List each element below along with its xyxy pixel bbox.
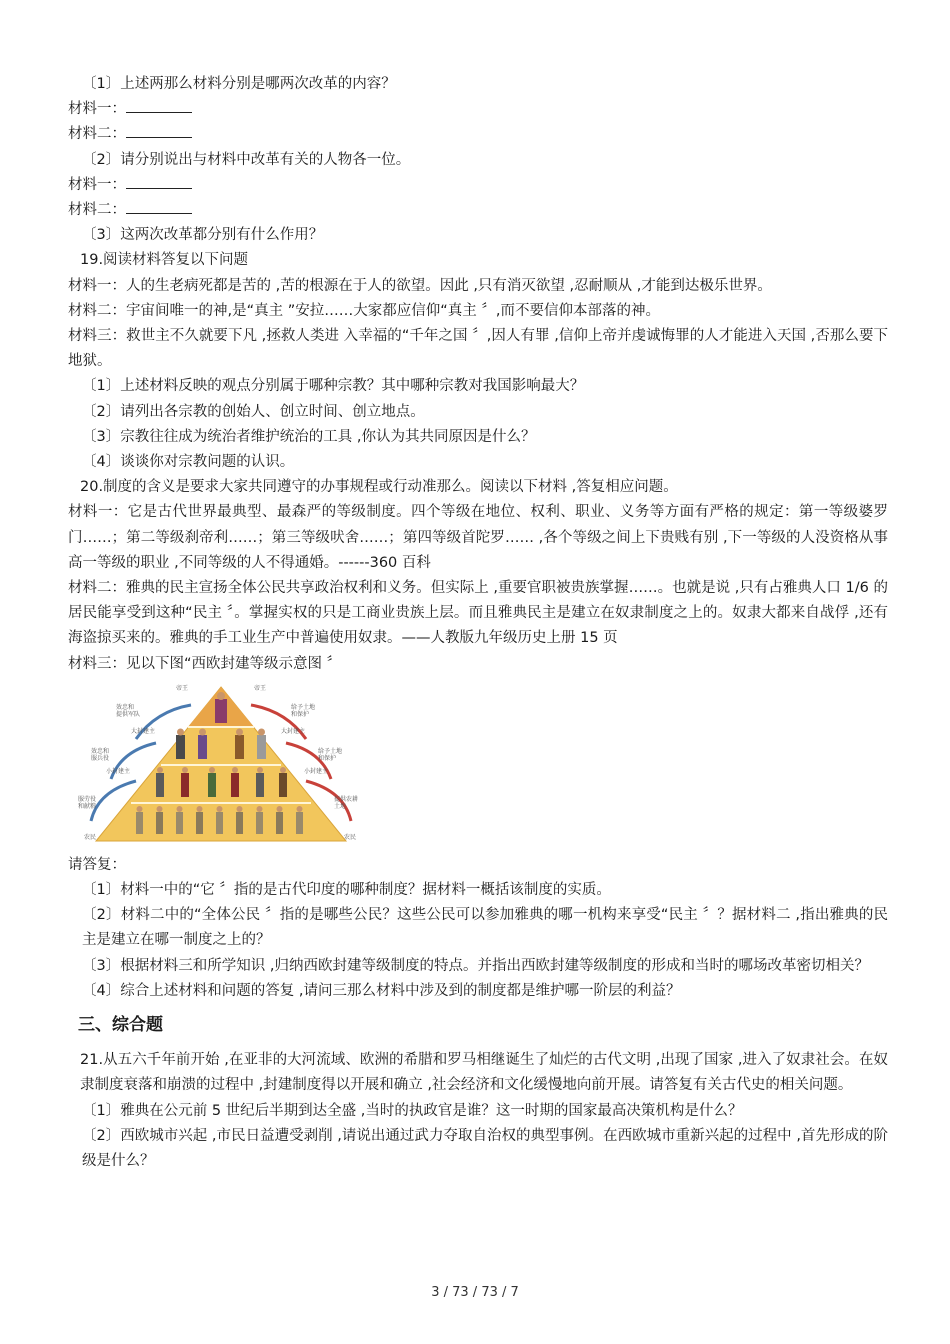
q20-question-1: 〔1〕材料一中的“它 〞指的是古代印度的哪种制度？据材料一概括该制度的实质。 [82, 882, 611, 899]
label-king-right: 帝王 [254, 684, 267, 692]
q21-intro: 21.从五六千年前开始 ,在亚非的大河流域、欧洲的希腊和罗马相继诞生了灿烂的古代文明 ,出现了国家 ,进入了奴隶社会。在奴隶制度衰落和崩溃的过程中 ,封建制度得以开展和确立 ,社会经济和文化缓慢地向前开展。请答复有关古代史的相关问题。 [80, 1052, 888, 1094]
feudal-pyramid-svg [76, 681, 366, 847]
answer-blank[interactable] [126, 98, 192, 113]
material-label: 材料二： [68, 202, 126, 219]
q20-title: 20.制度的含义是要求大家共同遵守的办事规程或行动准那么。阅读以下材料 ,答复相应问题。 [80, 479, 678, 496]
q19-material-1: 材料一：人的生老病死都是苦的 ,苦的根源在于人的欲望。因此 ,只有消灭欲望 ,忍耐顺从 ,才能到达极乐世界。 [68, 277, 772, 294]
label-king-left: 帝王 [176, 684, 189, 692]
page-number: 3 / 73 / 73 / 7 [431, 1285, 519, 1300]
label-l3: 服劳役和献粮 [78, 795, 97, 810]
answer-blank[interactable] [126, 174, 192, 189]
q19-question-3: 〔3〕宗教往往成为统治者维护统治的工具 ,你认为其共同原因是什么？ [82, 428, 536, 445]
q20-prompt: 请答复： [68, 856, 126, 873]
q18-answer-line-4 [68, 198, 888, 223]
q19-material-2: 材料二：宇宙间唯一的神,是“真主 ”安拉……大家都应信仰“真主 〞,而不要信仰本部落的神。 [68, 302, 660, 319]
q20-material-2: 材料二：雅典的民主宣扬全体公民共享政治权利和义务。但实际上 ,重要官职被贵族掌握……。也就是说 ,只有占雅典人口 1/6 的居民能享受到这种“民主 〞。掌握实权的只是工商业贵族上层。而且雅典民主是建立在奴隶制度之上的。奴隶大都来自战俘 ,还有海盗掠买来的。雅典的手工业生产中普遍使用奴隶。——人教版九年级历史上册 15 页 [68, 580, 888, 647]
answer-blank[interactable] [126, 199, 192, 214]
label-r3: 提供农耕土地 [334, 795, 359, 810]
label-farmer-right: 农民 [344, 833, 357, 841]
q19-question-2: 〔2〕请列出各宗教的创始人、创立时间、创立地点。 [82, 403, 425, 420]
label-farmer-left: 农民 [84, 833, 97, 841]
q20-question-4: 〔4〕综合上述材料和问题的答复 ,请问三那么材料中涉及到的制度都是维护哪一阶层的利益？ [82, 982, 681, 999]
q18-answer-line-3 [68, 173, 888, 198]
q19-question-4: 〔4〕谈谈你对宗教问题的认识。 [82, 454, 295, 471]
q20-material-1: 材料一：它是古代世界最典型、最森严的等级制度。四个等级在地位、权利、职业、义务等方面有严格的规定：第一等级婆罗门……；第二等级刹帝利……；第三等级吠舍……；第四等级首陀罗…… ,各个等级之间上下贵贱有别 ,下一等级的人没资格从事高一等级的职业 ,不同等级的人不得通婚。------360 百科 [68, 504, 888, 571]
q18-answer-line-2 [68, 122, 888, 147]
q21-question-2: 〔2〕西欧城市兴起 ,市民日益遭受剥削 ,请说出通过武力夺取自治权的典型事例。在西欧城市重新兴起的过程中 ,首先形成的阶级是什么？ [82, 1127, 888, 1169]
label-big-left: 大封建主 [131, 727, 156, 735]
q19-title: 19.阅读材料答复以下问题 [80, 252, 249, 269]
q18-sub2: 〔2〕请分别说出与材料中改革有关的人物各一位。 [82, 151, 411, 168]
label-r1: 给予土地和保护 [291, 703, 316, 718]
label-l2: 效忠和服兵役 [91, 747, 110, 762]
material-label: 材料二： [68, 126, 126, 143]
material-label: 材料一： [68, 176, 126, 193]
q20-question-3: 〔3〕根据材料三和所学知识 ,归纳西欧封建等级制度的特点。并指出西欧封建等级制度的形成和当时的哪场改革密切相关？ [82, 957, 869, 974]
q20-material-3: 材料三：见以下图“西欧封建等级示意图 〞 [68, 655, 342, 672]
q20-question-2: 〔2〕材料二中的“全体公民 〞指的是哪些公民？这些公民可以参加雅典的哪一机构来享受“民主 〞？据材料二 ,指出雅典的民主是建立在哪一制度之上的？ [82, 907, 888, 949]
feudal-hierarchy-diagram [76, 681, 366, 847]
document-page [68, 72, 888, 1174]
label-l1: 效忠和提供军队 [116, 703, 141, 718]
label-big-right: 大封建主 [281, 727, 306, 735]
q21-question-1: 〔1〕雅典在公元前 5 世纪后半期到达全盛 ,当时的执政官是谁？这一时期的国家最高决策机构是什么？ [82, 1102, 743, 1119]
q19-question-1: 〔1〕上述材料反映的观点分别属于哪种宗教？其中哪种宗教对我国影响最大？ [82, 378, 585, 395]
material-label: 材料一： [68, 101, 126, 118]
q18-answer-line-1 [68, 97, 888, 122]
section-heading: 三、综合题 [78, 1015, 163, 1036]
label-r2: 给予土地和保护 [318, 747, 343, 762]
peasant-figures [136, 806, 303, 834]
q18-sub3: 〔3〕这两次改革都分别有什么作用？ [82, 227, 324, 244]
label-small-right: 小封建主 [304, 767, 329, 775]
q19-material-3: 材料三：救世主不久就要下凡 ,拯救人类进 入幸福的“千年之国 〞,因人有罪 ,信仰上帝并虔诚悔罪的人才能进入天国 ,否那么要下地狱。 [68, 328, 888, 370]
answer-blank[interactable] [126, 123, 192, 138]
label-small-left: 小封建主 [106, 767, 131, 775]
q18-sub1: 〔1〕上述两那么材料分别是哪两次改革的内容？ [82, 76, 396, 92]
